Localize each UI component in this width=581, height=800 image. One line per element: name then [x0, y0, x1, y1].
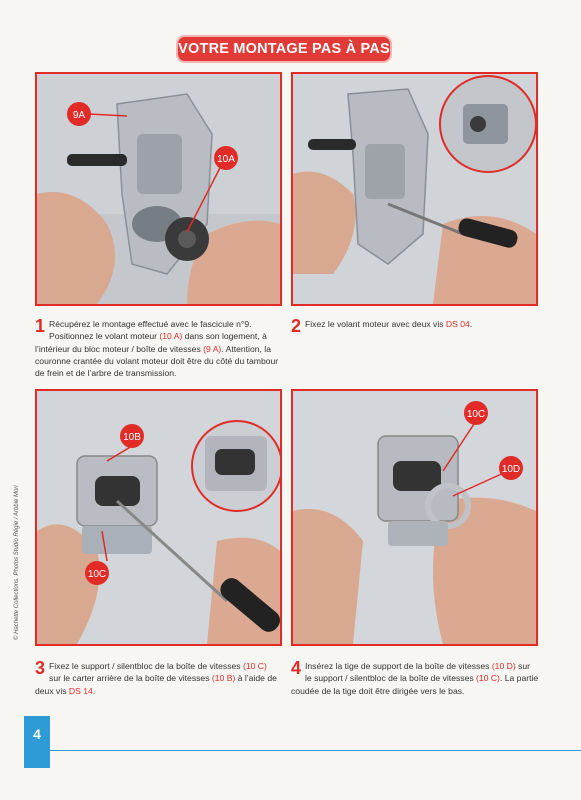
step-1-photo	[35, 72, 282, 306]
step-4-ref-10c: (10 C)	[476, 673, 500, 684]
step-4-photo	[291, 389, 538, 646]
step-3-illustration	[37, 391, 280, 644]
step-4-text-b: sur le support / silentbloc de la boîte de vitesses	[305, 661, 531, 684]
label-10b: 10B	[123, 432, 141, 443]
step-4-text-a: Insérez la tige de support de la boîte de vitesses	[305, 661, 492, 671]
step-3-text-b: sur le carter arrière de la boîte de vitesses	[49, 673, 212, 684]
photo-credit: © Hachette Collections. Photos Studio Régie / Arbbie Mori	[14, 485, 20, 640]
page-number: 4	[24, 716, 50, 768]
step-2-caption	[291, 318, 536, 334]
step-2-number: 2	[291, 316, 302, 336]
step-1-number: 1	[35, 316, 46, 336]
label-10c-step4: 10C	[466, 409, 486, 420]
page-title: VOTRE MONTAGE PAS À PAS	[178, 41, 390, 57]
step-4-ref-10d: (10 D)	[491, 661, 516, 671]
footer-divider	[50, 750, 581, 751]
step-3-ref-ds14: DS 14	[68, 685, 93, 696]
step-1-text-c: . Attention, la couronne crantée du volant moteur doit être du côté du tambour de frein et de l’arbre de transmission.	[35, 343, 279, 379]
step-3-text-d: .	[92, 685, 96, 696]
label-10a: 10A	[217, 154, 235, 165]
step-4-caption	[291, 660, 539, 697]
step-2-illustration	[293, 74, 536, 304]
step-3-text-a: Fixez le support / silentbloc de la boîte de vitesses	[49, 661, 243, 671]
step-3-caption	[35, 660, 280, 697]
step-4-number: 4	[291, 658, 302, 678]
step-3-photo	[35, 389, 282, 646]
step-1-ref-9a: (9 A)	[203, 343, 222, 354]
step-3-text-c: à l’aide de deux vis	[35, 673, 277, 696]
step-3-ref-10c: (10 C)	[242, 661, 267, 671]
step-3-ref-10b: (10 B)	[211, 673, 236, 684]
step-1-ref-10a: (10 A)	[159, 331, 183, 342]
step-2-text-a: Fixez le volant moteur avec deux vis	[305, 319, 446, 329]
label-10c-step3: 10C	[87, 569, 107, 580]
page-title-banner	[178, 37, 390, 61]
step-1-illustration	[37, 74, 280, 304]
step-2-ref-ds04: DS 04	[445, 319, 470, 329]
step-1-caption	[35, 318, 280, 379]
step-4-illustration	[293, 391, 536, 644]
step-2-photo	[291, 72, 538, 306]
label-10d: 10D	[501, 464, 521, 475]
step-4-text-c: . La partie coudée de la tige doit être dirigée vers le bas.	[291, 673, 539, 696]
step-3-number: 3	[35, 658, 46, 678]
label-9a: 9A	[72, 110, 86, 121]
step-1-text-b: dans son logement, à l’intérieur du bloc moteur / boîte de vitesses	[35, 331, 267, 354]
step-2-text-b: .	[469, 319, 473, 329]
step-1-text-a: Récupérez le montage effectué avec le fascicule n°9. Positionnez le volant moteur	[49, 319, 252, 342]
